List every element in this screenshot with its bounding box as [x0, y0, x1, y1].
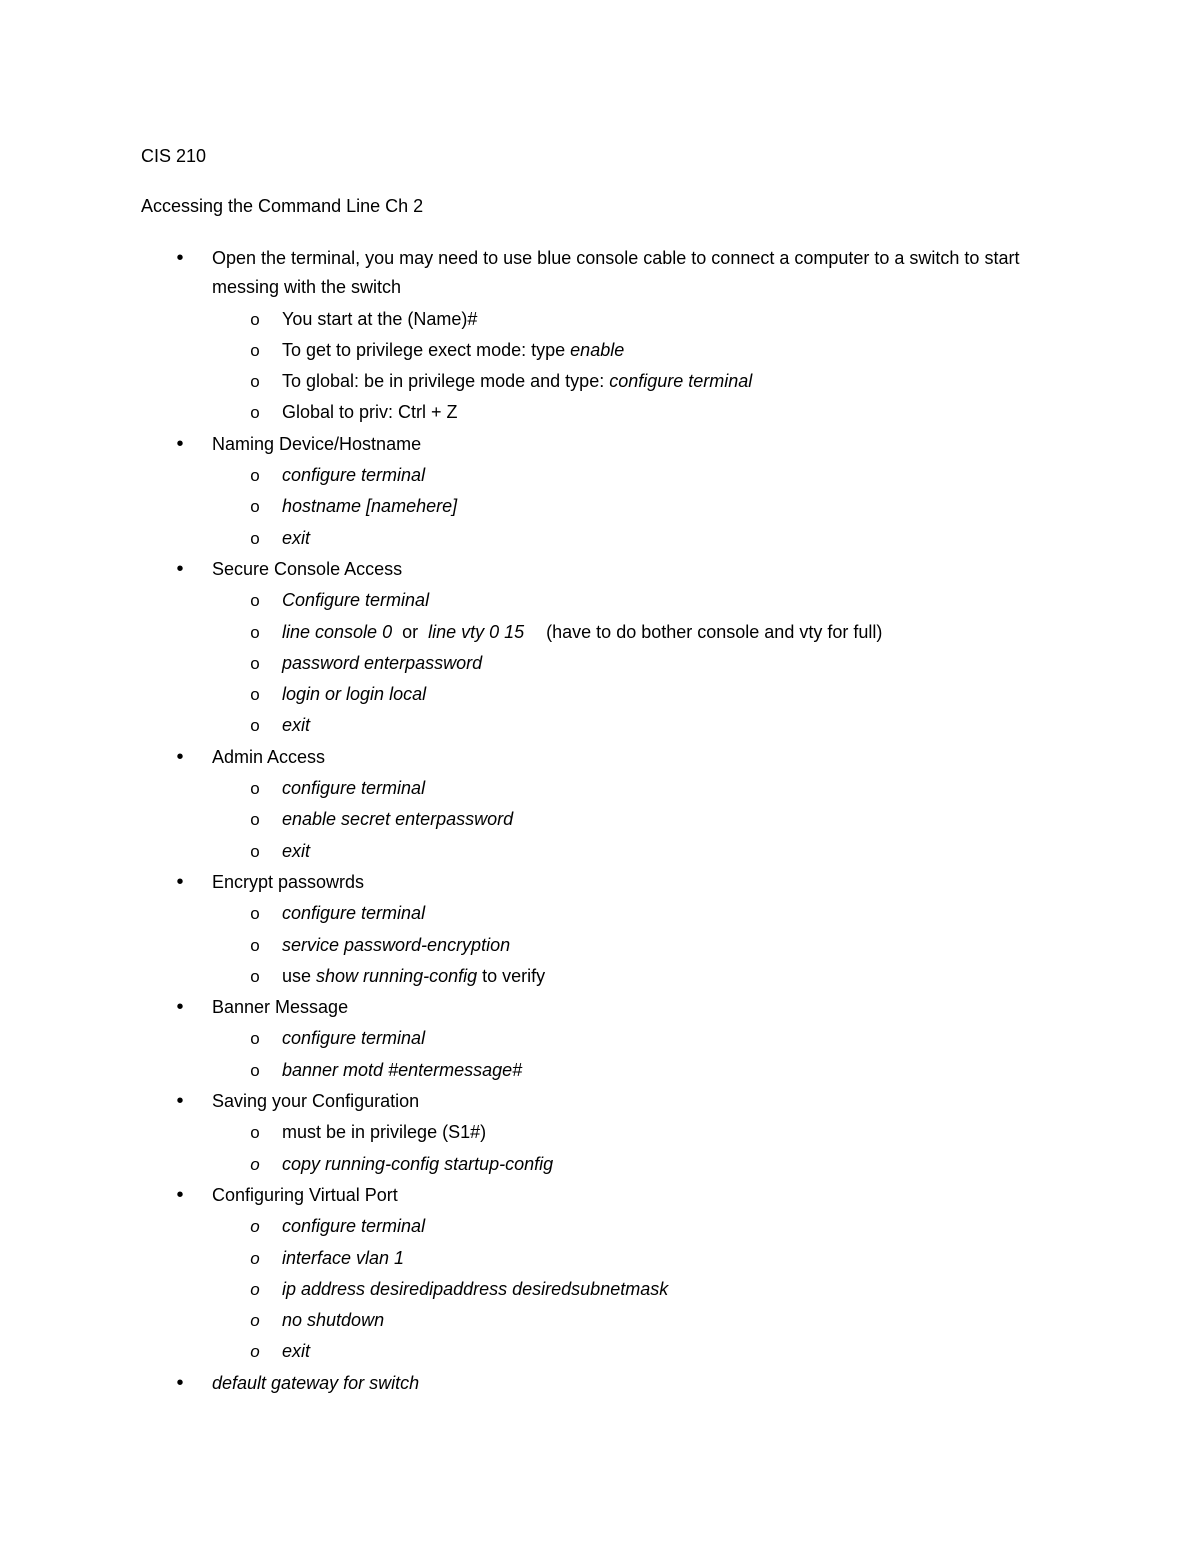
sub-bullet-icon: o — [250, 1311, 260, 1331]
section-item — [0, 1181, 1200, 1366]
command-text: exit — [282, 527, 311, 548]
sub-bullet-icon: o — [250, 340, 260, 360]
command-text: configure terminal — [282, 903, 426, 924]
section-heading: Secure Console Access — [212, 558, 403, 579]
list-item — [250, 805, 1050, 834]
section-item — [0, 1369, 1200, 1398]
section-item — [0, 743, 1200, 866]
command-text: configure terminal — [282, 1216, 426, 1237]
sub-list — [212, 305, 1050, 428]
sub-bullet-icon: o — [250, 1279, 260, 1299]
item-text: use — [282, 965, 317, 986]
command-text: no shutdown — [282, 1310, 385, 1331]
list-item — [250, 618, 1050, 647]
command-text: login or login local — [282, 684, 427, 705]
bullet-icon: • — [176, 557, 184, 580]
sub-bullet-icon: o — [250, 966, 260, 986]
list-item — [250, 524, 1050, 553]
command-text: interface vlan 1 — [282, 1247, 405, 1268]
command-text: password enterpassword — [282, 652, 483, 673]
item-text: To get to privilege exect mode: type — [282, 339, 571, 360]
list-item — [250, 649, 1050, 678]
item-text: Global to priv: Ctrl + Z — [282, 402, 458, 423]
command-text: line vty 0 15 — [428, 621, 525, 642]
section-heading: Open the terminal, you may need to use blue console cable to connect a computer to a switch to start messing with the switch — [212, 248, 1020, 298]
list-item — [250, 1212, 1050, 1241]
section-heading: Banner Message — [212, 997, 349, 1018]
command-text: ip address desiredipaddress desiredsubnetmask — [282, 1278, 669, 1299]
list-item — [250, 1337, 1050, 1366]
sub-bullet-icon: o — [250, 622, 260, 642]
sub-bullet-icon: o — [250, 935, 260, 955]
list-item — [250, 774, 1050, 803]
command-text: enable — [570, 339, 625, 360]
command-text: Configure terminal — [282, 590, 430, 611]
bullet-icon: • — [176, 432, 184, 455]
command-text: hostname [namehere] — [282, 496, 458, 517]
list-item — [250, 837, 1050, 866]
command-text: configure terminal — [282, 1028, 426, 1049]
sub-bullet-icon: o — [250, 904, 260, 924]
section-heading: Encrypt passowrds — [212, 871, 365, 892]
sub-bullet-icon: o — [250, 1029, 260, 1049]
sub-bullet-icon: o — [250, 466, 260, 486]
sub-list — [212, 461, 1050, 553]
sub-bullet-icon: o — [250, 1060, 260, 1080]
section-heading: Configuring Virtual Port — [212, 1184, 398, 1205]
item-text: You start at the (Name)# — [282, 308, 478, 329]
sub-bullet-icon: o — [250, 497, 260, 517]
list-item — [250, 336, 1050, 365]
section-heading: default gateway for switch — [212, 1372, 420, 1393]
section-item — [0, 868, 1200, 991]
item-text: must be in privilege (S1#) — [282, 1122, 487, 1143]
sub-bullet-icon: o — [250, 403, 260, 423]
sub-bullet-icon: o — [250, 653, 260, 673]
list-item — [250, 305, 1050, 334]
command-text: exit — [282, 715, 311, 736]
bullet-icon: • — [176, 870, 184, 893]
list-item — [250, 1150, 1050, 1179]
sub-list — [212, 1118, 1050, 1178]
section-heading: Admin Access — [212, 746, 326, 767]
command-text: service password-encryption — [282, 934, 511, 955]
command-text: copy running-config startup-config — [282, 1153, 554, 1174]
sub-bullet-icon: o — [250, 372, 260, 392]
list-item — [250, 492, 1050, 521]
section-item — [0, 244, 1200, 427]
section-item — [0, 1087, 1200, 1179]
item-text: to verify — [477, 965, 546, 986]
list-item — [250, 367, 1050, 396]
sub-bullet-icon: o — [250, 1123, 260, 1143]
command-text: show running-config — [316, 965, 478, 986]
section-item — [0, 555, 1200, 740]
page-title: Accessing the Command Line Ch 2 — [141, 196, 424, 216]
notes-outline — [0, 242, 1200, 1398]
list-item — [250, 962, 1050, 991]
command-text: banner motd #entermessage# — [282, 1059, 523, 1080]
list-item — [250, 398, 1050, 427]
list-item — [250, 1244, 1050, 1273]
sub-bullet-icon: o — [250, 1248, 260, 1268]
command-text: configure terminal — [282, 465, 426, 486]
sub-bullet-icon: o — [250, 716, 260, 736]
list-item — [250, 1024, 1050, 1053]
bullet-icon: • — [176, 745, 184, 768]
sub-list — [212, 586, 1050, 740]
list-item — [250, 931, 1050, 960]
sub-bullet-icon: o — [250, 1154, 260, 1174]
sub-bullet-icon: o — [250, 528, 260, 548]
sub-bullet-icon: o — [250, 1217, 260, 1237]
command-text: configure terminal — [609, 371, 753, 392]
section-item — [0, 430, 1200, 553]
command-text: enable secret enterpassword — [282, 809, 514, 830]
sub-bullet-icon: o — [250, 1342, 260, 1362]
command-text: exit — [282, 1341, 311, 1362]
sub-list — [212, 1024, 1050, 1084]
section-heading: Naming Device/Hostname — [212, 433, 422, 454]
sub-bullet-icon: o — [250, 810, 260, 830]
sub-bullet-icon: o — [250, 685, 260, 705]
sub-list — [212, 899, 1050, 991]
list-item — [250, 1118, 1050, 1147]
item-text: To global: be in privilege mode and type: — [282, 371, 610, 392]
sub-bullet-icon: o — [250, 779, 260, 799]
item-text: or — [392, 621, 429, 642]
item-note: (have to do bother console and vty for full) — [546, 621, 883, 642]
list-item — [250, 1306, 1050, 1335]
list-item — [250, 711, 1050, 740]
list-item — [250, 1275, 1050, 1304]
sub-list — [212, 1212, 1050, 1366]
bullet-icon: • — [176, 1090, 184, 1113]
bullet-icon: • — [176, 1183, 184, 1206]
course-label: CIS 210 — [141, 146, 207, 166]
list-item — [250, 586, 1050, 615]
section-item — [0, 993, 1200, 1085]
sub-bullet-icon: o — [250, 591, 260, 611]
list-item — [250, 461, 1050, 490]
sub-bullet-icon: o — [250, 309, 260, 329]
command-text: exit — [282, 840, 311, 861]
sub-list — [212, 774, 1050, 866]
command-text: line console 0 — [282, 621, 393, 642]
command-text: configure terminal — [282, 778, 426, 799]
bullet-icon: • — [176, 1371, 184, 1394]
list-item — [250, 899, 1050, 928]
sub-bullet-icon: o — [250, 841, 260, 861]
bullet-icon: • — [176, 996, 184, 1019]
list-item — [250, 680, 1050, 709]
section-heading: Saving your Configuration — [212, 1091, 420, 1112]
list-item — [250, 1056, 1050, 1085]
bullet-icon: • — [176, 247, 184, 270]
